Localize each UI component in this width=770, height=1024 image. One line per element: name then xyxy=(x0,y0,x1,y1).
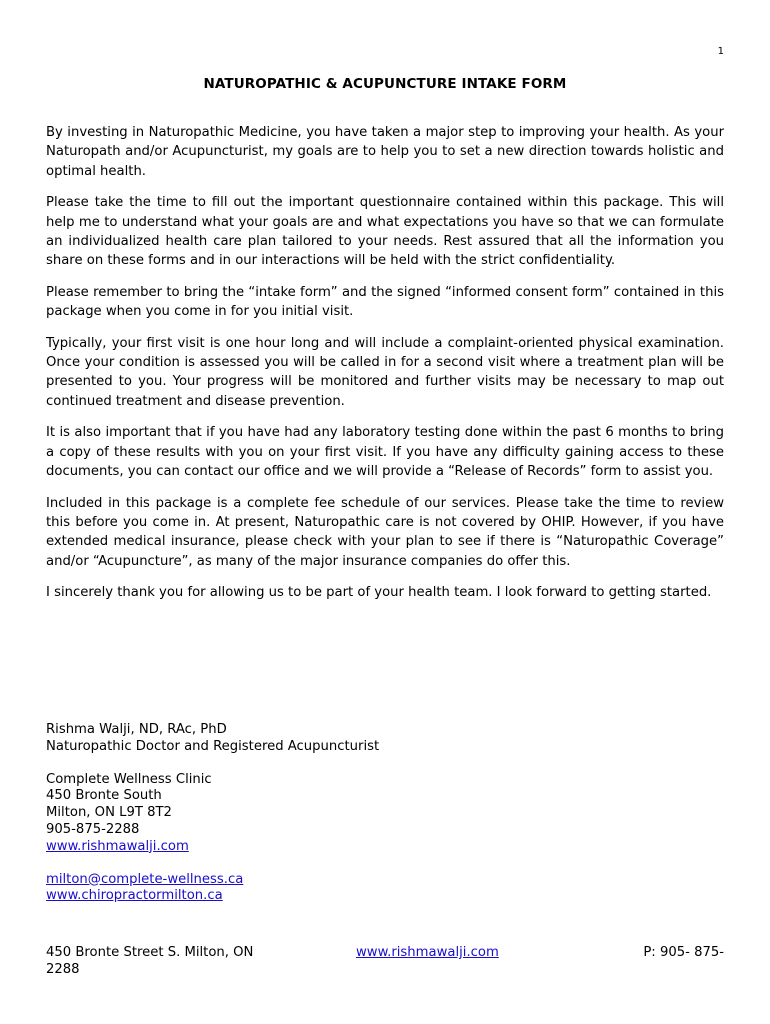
clinic-city: Milton, ON L9T 8T2 xyxy=(46,805,172,821)
paragraph-fee-schedule: Included in this package is a complete fee schedule of our services. Please take the time to review this before you come in. At present, Naturopathic care is not covered by OHIP. However, if you have extended medical insurance, please check with your plan to see if there is “Naturopathic Coverage” and/or “Acupuncture”, as many of the major insurance companies do offer this. xyxy=(46,495,724,569)
footer-address: 450 Bronte Street S. Milton, ON 2288 xyxy=(46,945,254,977)
paragraph-questionnaire: Please take the time to fill out the important questionnaire contained within this package. This will help me to understand what your goals are and what expectations you have so that we can formulate an individualized health care plan tailored to your needs. Rest assured that all the information you share on these forms and in our interactions will be held with the strict confidentiality. xyxy=(46,195,724,269)
signature-block xyxy=(46,722,546,921)
footer-phone: P: 905- 875- xyxy=(643,945,724,960)
paragraph-lab-results: It is also important that if you have had any laboratory testing done within the past 6 months to bring a copy of these results with you on your first visit. If you have any difficulty gaining access to these documents, you can contact our office and we will provide a “Release of Records” form to assist you. xyxy=(46,425,724,480)
footer-website-link[interactable]: www.rishmawalji.com xyxy=(356,945,499,960)
clinic-name: Complete Wellness Clinic xyxy=(46,771,212,787)
page-number: 1 xyxy=(717,46,724,57)
paragraph-thanks: I sincerely thank you for allowing us to be part of your health team. I look forward to getting started. xyxy=(46,585,712,601)
email-link[interactable]: milton@complete-wellness.ca xyxy=(46,871,244,887)
paragraph-forms-reminder: Please remember to bring the “intake form” and the signed “informed consent form” contained in this package when you come in for you initial visit. xyxy=(46,284,724,320)
signer-role: Naturopathic Doctor and Registered Acupuncturist xyxy=(46,738,380,754)
clinic-phone: 905-875-2288 xyxy=(46,821,140,837)
chiropractor-website-link[interactable]: www.chiropractormilton.ca xyxy=(46,888,223,904)
paragraph-first-visit: Typically, your first visit is one hour long and will include a complaint-oriented physical examination. Once your condition is assessed you will be called in for a second visit where a treatment plan will be presented to you. Your progress will be monitored and further visits may be necessary to map out continued treatment and disease prevention. xyxy=(46,335,724,409)
paragraph-intro: By investing in Naturopathic Medicine, you have taken a major step to improving your health. As your Naturopath and/or Acupuncturist, my goals are to help you to set a new direction towards holistic and optimal health. xyxy=(46,125,724,179)
clinic-street: 450 Bronte South xyxy=(46,788,162,804)
website-link[interactable]: www.rishmawalji.com xyxy=(46,838,189,854)
signer-name: Rishma Walji, ND, RAc, PhD xyxy=(46,722,227,737)
page-title: NATUROPATHIC & ACUPUNCTURE INTAKE FORM xyxy=(203,76,567,92)
letter-body xyxy=(46,123,724,615)
